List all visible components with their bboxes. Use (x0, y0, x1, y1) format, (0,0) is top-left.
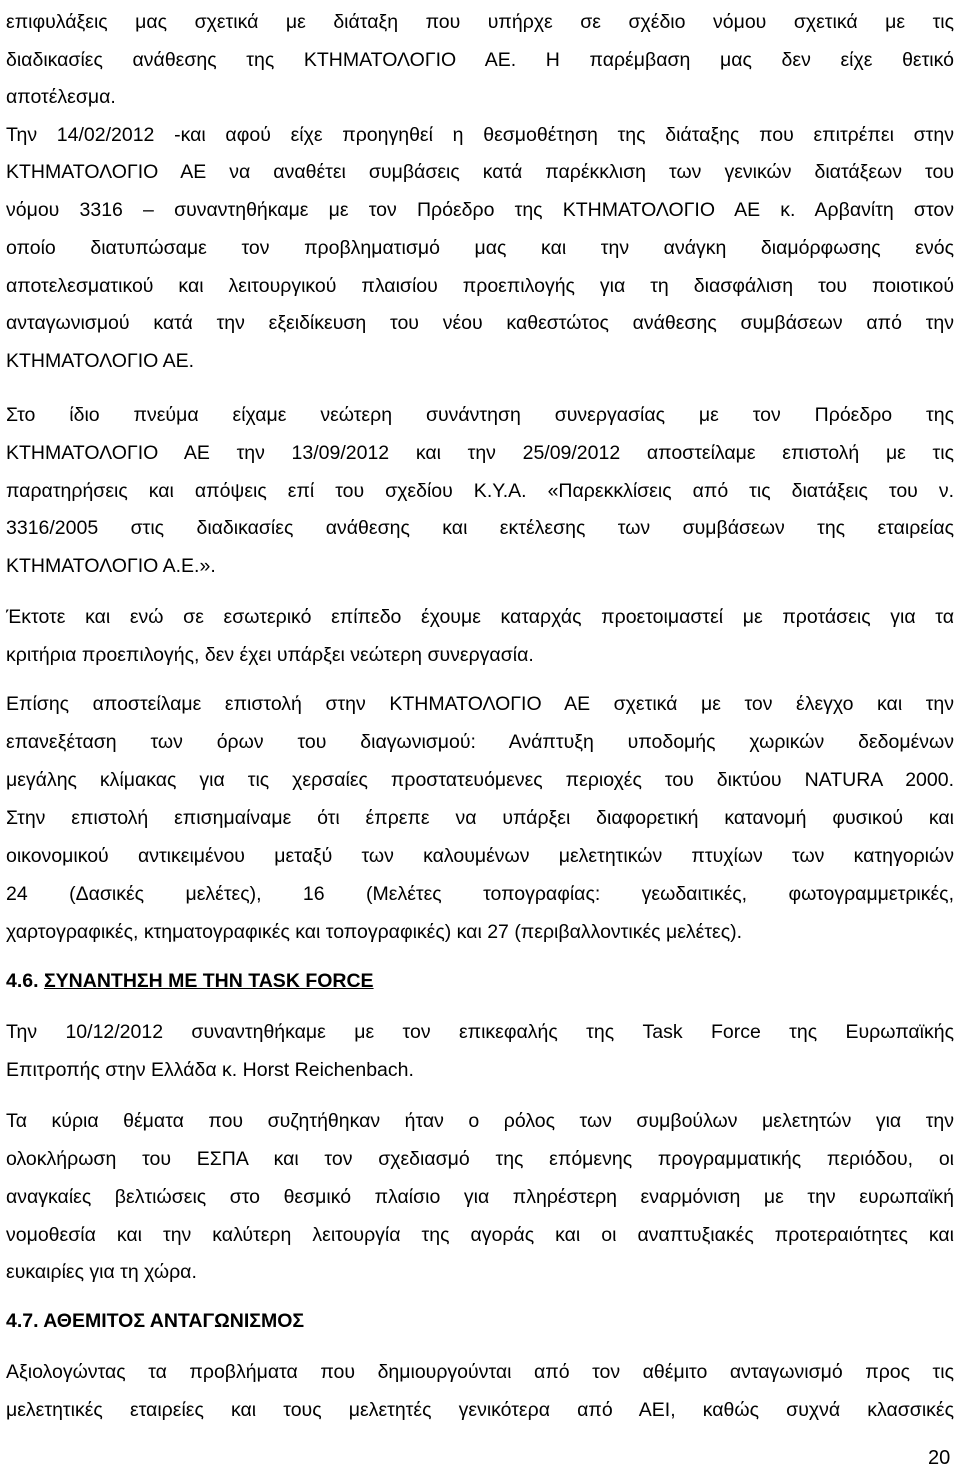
text-line: Τα κύρια θέματα που συζητήθηκαν ήταν ο ρόλος των συμβούλων μελετητών για την (6, 1110, 954, 1132)
text-line: Την 10/12/2012 συναντηθήκαμε με τον επικεφαλής της Task Force της Ευρωπαϊκής (6, 1021, 954, 1043)
text-line: διαδικασίες ανάθεσης της ΚΤΗΜΑΤΟΛΟΓΙΟ ΑΕ. Η παρέμβαση μας δεν είχε θετικό (6, 49, 954, 71)
section-title: ΣΥΝΑΝΤΗΣΗ ΜΕ ΤΗΝ TASK FORCE (43, 970, 374, 992)
text-line: χαρτογραφικές, κτηματογραφικές και τοπογραφικές) και 27 (περιβαλλοντικές μελέτες). (6, 921, 743, 943)
text-line: επανεξέταση των όρων του διαγωνισμού: Ανάπτυξη υποδομής χωρικών δεδομένων (6, 731, 954, 753)
text-line: νομοθεσία και την καλύτερη λειτουργία της αγοράς και οι αναπτυξιακές προτεραιότητες και (6, 1224, 954, 1246)
text-line: αποτέλεσμα. (6, 86, 116, 108)
text-line: ευκαιρίες για τη χώρα. (6, 1261, 197, 1283)
text-line: 24 (Δασικές μελέτες), 16 (Μελέτες τοπογραφίας: γεωδαιτικές, φωτογραμμετρικές, (6, 883, 954, 905)
text-line: αναγκαίες βελτιώσεις στο θεσμικό πλαίσιο για πληρέστερη εναρμόνιση με την ευρωπαϊκή (6, 1186, 954, 1208)
text-line: οποίο διατυπώσαμε τον προβληματισμό μας και την ανάγκη διαμόρφωσης ενός (6, 237, 954, 259)
text-line: ολοκλήρωση του ΕΣΠΑ και τον σχεδιασμό της επόμενης προγραμματικής περιόδου, οι (6, 1148, 954, 1170)
text-line: Στο ίδιο πνεύμα είχαμε νεώτερη συνάντηση συνεργασίας με τον Πρόεδρο της (6, 404, 954, 426)
text-line: παρατηρήσεις και απόψεις επί του σχεδίου Κ.Υ.Α. «Παρεκκλίσεις από τις διατάξεις του ν. (6, 480, 954, 502)
text-line: νόμου 3316 – συναντηθήκαμε με τον Πρόεδρο της ΚΤΗΜΑΤΟΛΟΓΙΟ ΑΕ κ. Αρβανίτη στον (6, 199, 954, 221)
page-number: 20 (928, 1447, 951, 1469)
text-line: Επίσης αποστείλαμε επιστολή στην ΚΤΗΜΑΤΟΛΟΓΙΟ ΑΕ σχετικά με τον έλεγχο και την (6, 693, 954, 715)
text-line: Στην επιστολή επισημαίναμε ότι έπρεπε να υπάρξει διαφορετική κατανομή φυσικού και (6, 807, 954, 829)
section-heading-4-6 (6, 969, 374, 993)
text-line: Την 14/02/2012 -και αφού είχε προηγηθεί η θεσμοθέτηση της διάταξης που επιτρέπει στην (6, 124, 954, 146)
section-heading-4-7: 4.7. ΑΘΕΜΙΤΟΣ ΑΝΤΑΓΩΝΙΣΜΟΣ (6, 1310, 305, 1332)
text-line: Έκτοτε και ενώ σε εσωτερικό επίπεδο έχουμε καταρχάς προετοιμαστεί με προτάσεις για τα (6, 606, 954, 628)
text-line: μεγάλης κλίμακας για τις χερσαίες προστατευόμενες περιοχές του δικτύου NATURA 2000. (6, 769, 954, 791)
text-line: ΚΤΗΜΑΤΟΛΟΓΙΟ ΑΕ. (6, 350, 195, 372)
text-line: κριτήρια προεπιλογής, δεν έχει υπάρξει νεώτερη συνεργασία. (6, 644, 534, 666)
text-line: μελετητικές εταιρείες και τους μελετητές γενικότερα από ΑΕΙ, καθώς συχνά κλασσικές (6, 1399, 954, 1421)
text-line: επιφυλάξεις μας σχετικά με διάταξη που υπήρχε σε σχέδιο νόμου σχετικά με τις (6, 11, 954, 33)
text-line: οικονομικού αντικειμένου μεταξύ των καλουμένων μελετητικών πτυχίων των κατηγοριών (6, 845, 954, 867)
text-line: Επιτροπής στην Ελλάδα κ. Horst Reichenbach. (6, 1059, 414, 1081)
text-line: Αξιολογώντας τα προβλήματα που δημιουργούνται από τον αθέμιτο ανταγωνισμό προς τις (6, 1361, 954, 1383)
text-line: αποτελεσματικού και λειτουργικού πλαισίου προεπιλογής για τη διασφάλιση του ποιοτικού (6, 275, 954, 297)
text-line: ΚΤΗΜΑΤΟΛΟΓΙΟ ΑΕ να αναθέτει συμβάσεις κατά παρέκκλιση των γενικών διατάξεων του (6, 161, 954, 183)
text-line: ανταγωνισμού κατά την εξειδίκευση του νέου καθεστώτος ανάθεσης συμβάσεων από την (6, 312, 954, 334)
text-line: 3316/2005 στις διαδικασίες ανάθεσης και εκτέλεσης των συμβάσεων της εταιρείας (6, 517, 954, 539)
section-number: 4.6. (6, 970, 39, 992)
text-line: ΚΤΗΜΑΤΟΛΟΓΙΟ ΑΕ την 13/09/2012 και την 25/09/2012 αποστείλαμε επιστολή με τις (6, 442, 954, 464)
text-line: ΚΤΗΜΑΤΟΛΟΓΙΟ Α.Ε.». (6, 555, 216, 577)
